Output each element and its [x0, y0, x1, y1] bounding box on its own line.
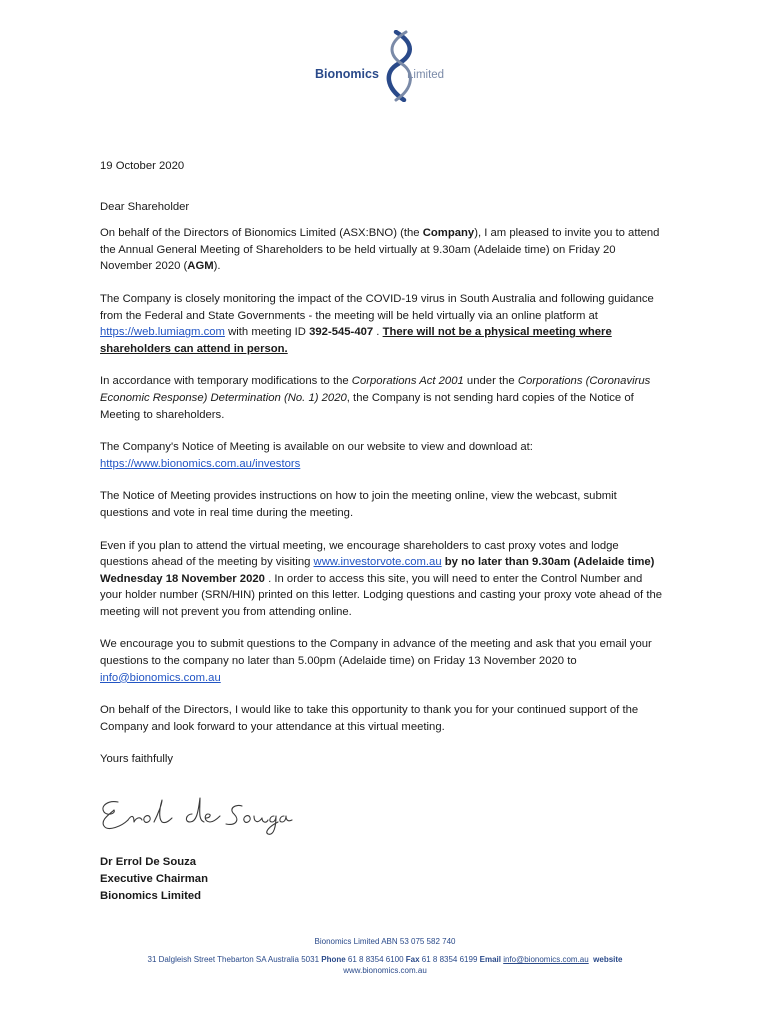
- website-label: website: [593, 955, 623, 964]
- italic-determination: Corporations (Coronavirus Economic Response) Determination (No. 1) 2020: [100, 375, 651, 404]
- fax-number: 61 8 8354 6199: [419, 955, 480, 964]
- text: On behalf of the Directors of Bionomics Limited (ASX:BNO) (the: [100, 227, 423, 240]
- no-physical-meeting-notice: There will not be a physical meeting where shareholders can attend in person.: [100, 326, 612, 355]
- paragraph-notice-availability: [100, 439, 665, 472]
- company-logo: [312, 30, 462, 102]
- letter-date: 19 October 2020: [100, 160, 185, 172]
- meeting-id: 392-545-407: [309, 326, 374, 339]
- email-link[interactable]: info@bionomics.com.au: [100, 671, 221, 684]
- helix-logo-icon: [312, 30, 462, 102]
- signer-title: Executive Chairman: [100, 873, 208, 886]
- closing: Yours faithfully: [100, 753, 174, 766]
- text: The Company's Notice of Meeting is available on our website to view and download at:: [100, 441, 533, 454]
- investors-link[interactable]: https://www.bionomics.com.au/investors: [100, 457, 301, 470]
- footer-contact: [100, 954, 670, 965]
- text: with meeting ID: [224, 326, 310, 339]
- paragraph-thanks: On behalf of the Directors, I would like to take this opportunity to thank you for your continued support of the Company and look forward to your attendance at this virtual meeting.: [100, 704, 639, 733]
- signer-block: [100, 854, 665, 905]
- footer-email-link[interactable]: info@bionomics.com.au: [503, 955, 589, 964]
- paragraph-invitation: [100, 225, 665, 275]
- italic-act: Corporations Act 2001: [351, 375, 464, 388]
- investorvote-link[interactable]: www.investorvote.com.au: [313, 556, 442, 569]
- text: We encourage you to submit questions to the Company in advance of the meeting and ask that you email your questions to the company no later than 5.00pm (Adelaide time) on Friday 13 November 2020 to: [100, 638, 652, 668]
- letterhead-footer: [100, 936, 670, 976]
- proxy-deadline: by no later than 9.30am (Adelaide time) Wednesday 18 November 2020: [100, 556, 655, 585]
- logo-name: Bionomics: [315, 67, 379, 81]
- text: ).: [213, 260, 221, 273]
- letter-body: [100, 158, 665, 905]
- footer-website[interactable]: www.bionomics.com.au: [343, 966, 427, 975]
- paragraph-covid: [100, 291, 665, 357]
- text: Even if you plan to attend the virtual meeting, we encourage shareholders to cast proxy votes and lodge questions ahead of the meeting by visiting: [100, 539, 619, 569]
- text: . In order to access this site, you will need to enter the Control Number and your holder number (SRN/HIN) printed on this letter. Lodging questions and casting your proxy vote ahead of the meeting will not prevent you from attending online.: [100, 572, 663, 618]
- text: , the Company is not sending hard copies of the Notice of Meeting to shareholders.: [100, 391, 634, 421]
- salutation: Dear Shareholder: [100, 200, 190, 213]
- lumiagm-link[interactable]: https://web.lumiagm.com: [100, 326, 225, 339]
- paragraph-proxy: [100, 538, 665, 621]
- footer-address: 31 Dalgleish Street Thebarton SA Australia 5031: [147, 955, 322, 964]
- paragraph-instructions: The Notice of Meeting provides instructions on how to join the meeting online, view the webcast, submit questions and vote in real time during the meeting.: [100, 490, 617, 519]
- paragraph-corporations-act: [100, 373, 665, 423]
- text: ), I am pleased to invite you to attend the Annual General Meeting of Shareholders to be held virtually at 9.30am (Adelaide time) on Friday 20 November 2020 (: [100, 227, 660, 273]
- signer-company: Bionomics Limited: [100, 890, 202, 903]
- paragraph-questions: [100, 636, 665, 686]
- text: In accordance with temporary modifications to the: [100, 375, 352, 388]
- text: under the: [463, 375, 518, 388]
- phone-number: 61 8 8354 6100: [345, 955, 406, 964]
- logo-suffix: Limited: [407, 69, 445, 81]
- footer-abn: Bionomics Limited ABN 53 075 582 740: [314, 937, 456, 946]
- signature-image: [96, 792, 296, 840]
- email-label: Email: [479, 955, 501, 964]
- bold-company: Company: [422, 227, 475, 240]
- phone-label: Phone: [321, 955, 346, 964]
- fax-label: Fax: [405, 955, 420, 964]
- text: .: [373, 326, 383, 339]
- bold-agm: AGM: [187, 260, 214, 273]
- text: The Company is closely monitoring the impact of the COVID-19 virus in South Australia and following guidance from the Federal and State Governments - the meeting will be held virtually via an online platform at: [100, 292, 654, 322]
- signer-name: Dr Errol De Souza: [100, 856, 197, 869]
